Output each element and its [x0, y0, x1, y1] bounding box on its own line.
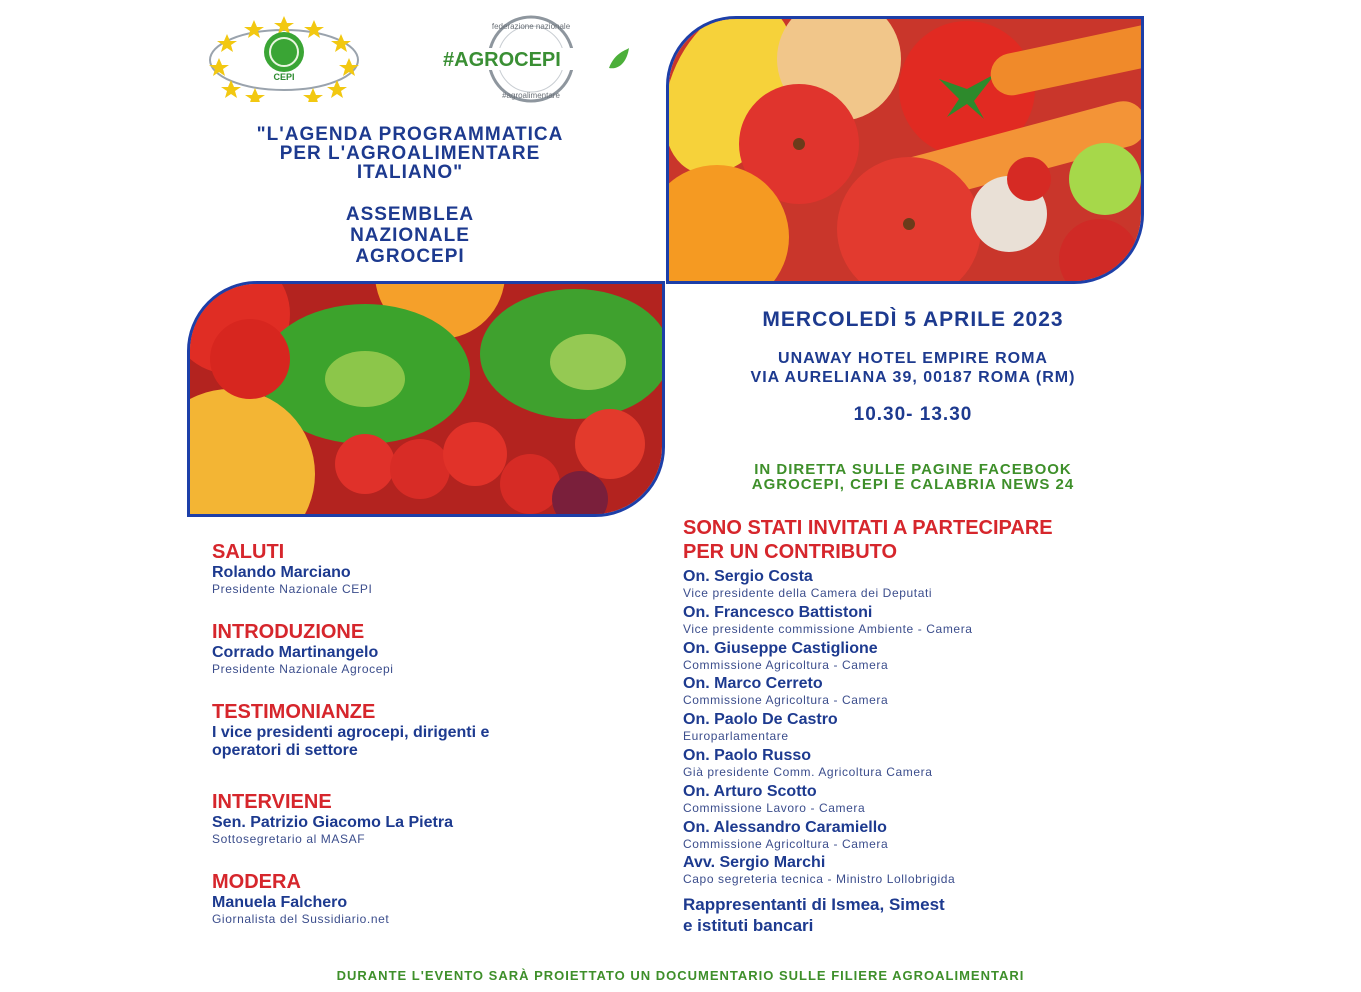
list-item: [683, 604, 1153, 640]
event-title: [180, 125, 640, 182]
subtitle-line-2: NAZIONALE: [350, 225, 470, 246]
invited-role: Capo segreteria tecnica - Ministro Lollobrigida: [683, 872, 956, 887]
subtitle-line-1: ASSEMBLEA: [345, 204, 475, 225]
invited-name: On. Francesco Battistoni: [683, 603, 873, 621]
list-item: [683, 675, 1153, 711]
live-line-2: AGROCEPI, CEPI E CALABRIA NEWS 24: [751, 476, 1075, 493]
program-section: SALUTI: [212, 541, 285, 563]
event-venue: UNAWAY HOTEL EMPIRE ROMA: [778, 350, 1048, 367]
agrocepi-logo: [431, 12, 631, 106]
invited-closing-2: e istituti bancari: [683, 916, 814, 936]
list-item: [683, 854, 1153, 894]
agrocepi-ring-top: federazione nazionale: [491, 22, 571, 31]
list-item: [683, 783, 1153, 819]
program-section: INTERVIENE: [212, 791, 332, 813]
event-time: 10.30- 13.30: [853, 404, 973, 425]
program-name: Rolando Marciano: [212, 564, 351, 581]
subtitle-line-3: AGROCEPI: [355, 246, 465, 267]
invited-closing-1: Rappresentanti di Ismea, Simest: [683, 895, 945, 915]
invited-role: Vice presidente della Camera dei Deputati: [683, 586, 933, 600]
documentary-note: DURANTE L'EVENTO SARÀ PROIETTATO UN DOCUMENTARIO SULLE FILIERE AGROALIMENTARI: [336, 968, 1025, 983]
list-item: [683, 640, 1153, 676]
list-item: [683, 711, 1153, 747]
list-item: [683, 819, 1153, 855]
title-line-2: PER L'AGROALIMENTARE: [279, 143, 541, 164]
invited-name: On. Alessandro Caramiello: [683, 818, 887, 836]
program-item-saluti: [212, 541, 632, 621]
invited-role: Commissione Agricoltura - Camera: [683, 836, 889, 851]
title-line-3: ITALIANO": [356, 162, 464, 183]
invited-role: Vice presidente commissione Ambiente - Camera: [683, 621, 973, 636]
program-section: INTRODUZIONE: [212, 621, 365, 643]
event-date: MERCOLEDÌ 5 APRILE 2023: [762, 308, 1064, 331]
title-line-1: "L'AGENDA PROGRAMMATICA: [256, 124, 564, 145]
program-item-introduzione: [212, 621, 632, 701]
program-item-testimonianze: [212, 701, 632, 791]
invited-role: Commissione Lavoro - Camera: [683, 800, 866, 815]
program-section: TESTIMONIANZE: [212, 701, 376, 723]
program-name: Manuela Falchero: [212, 894, 348, 911]
program-role: Presidente Nazionale CEPI: [212, 582, 373, 596]
program-role: Giornalista del Sussidiario.net: [212, 912, 390, 926]
program-section: MODERA: [212, 871, 301, 893]
invited-name: On. Marco Cerreto: [683, 675, 823, 693]
event-subtitle: [180, 204, 640, 267]
program-name: Corrado Martinangelo: [212, 644, 379, 661]
program-name: Sen. Patrizio Giacomo La Pietra: [212, 814, 453, 831]
vegetable-photo: [187, 281, 665, 517]
invited-name: On. Sergio Costa: [683, 568, 813, 585]
invited-name: On. Paolo Russo: [683, 746, 812, 764]
invited-name: On. Giuseppe Castiglione: [683, 639, 878, 657]
agrocepi-ring-bottom: #agroalimentare: [502, 91, 560, 100]
program-role: Presidente Nazionale Agrocepi: [212, 662, 394, 676]
invited-list: [683, 568, 1153, 894]
agrocepi-logo-text: #AGROCEPI: [443, 49, 561, 71]
invited-heading-1: SONO STATI INVITATI A PARTECIPARE: [683, 517, 1053, 539]
invited-name: On. Arturo Scotto: [683, 782, 817, 800]
invited-name: Avv. Sergio Marchi: [683, 854, 826, 872]
list-item: [683, 747, 1153, 783]
program-role: Sottosegretario al MASAF: [212, 832, 366, 846]
fruit-photo: [666, 16, 1144, 284]
program-item-interviene: [212, 791, 632, 871]
invited-name: On. Paolo De Castro: [683, 711, 838, 729]
event-address: VIA AURELIANA 39, 00187 ROMA (RM): [750, 369, 1076, 386]
live-line-1: IN DIRETTA SULLE PAGINE FACEBOOK: [754, 461, 1072, 478]
invited-role: Già presidente Comm. Agricoltura Camera: [683, 764, 933, 779]
invited-section: [683, 516, 1153, 936]
program-name-cont: operatori di settore: [212, 742, 358, 759]
cepi-logo: [203, 14, 365, 102]
invited-role: Commissione Agricoltura - Camera: [683, 693, 889, 708]
invited-role: Europarlamentare: [683, 729, 789, 744]
cepi-logo-label: CEPI: [273, 72, 295, 82]
invited-role: Commissione Agricoltura - Camera: [683, 657, 889, 672]
program-item-modera: [212, 871, 632, 941]
program-name: I vice presidenti agrocepi, dirigenti e: [212, 724, 490, 741]
list-item: [683, 568, 1153, 604]
invited-heading-2: PER UN CONTRIBUTO: [683, 541, 898, 563]
program-list: [212, 541, 632, 941]
